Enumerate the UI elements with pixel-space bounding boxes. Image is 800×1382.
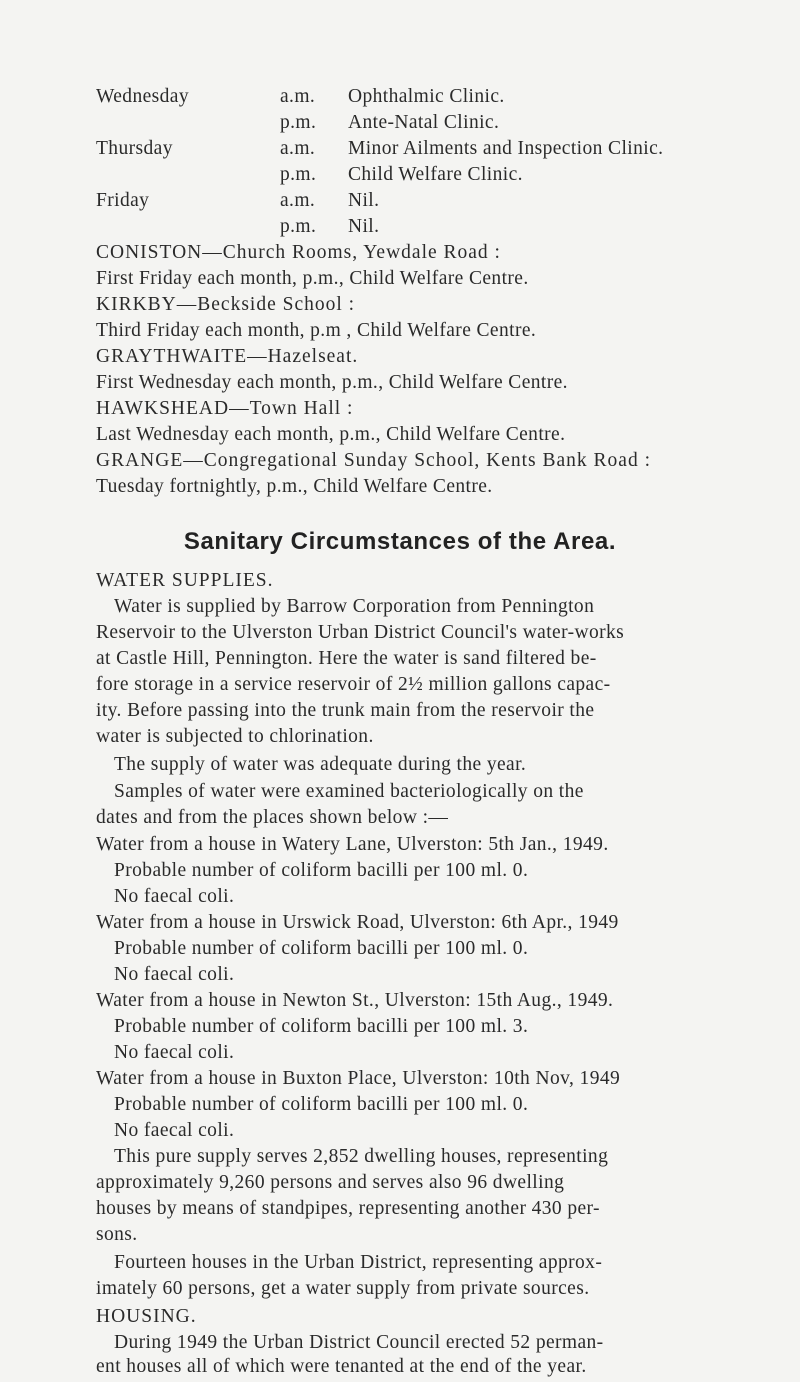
paragraph-line: ity. Before passing into the trunk main from the reservoir the: [96, 700, 595, 721]
schedule-day: Friday: [96, 190, 150, 211]
sample-result: Probable number of coliform bacilli per 100 ml. 0.: [114, 938, 529, 959]
schedule-row: [96, 214, 736, 240]
centre-name: GRAYTHWAITE—Hazelseat.: [96, 346, 359, 367]
paragraph-line: houses by means of standpipes, representing another 430 per-: [96, 1198, 600, 1219]
paragraph-line: Water is supplied by Barrow Corporation from Pennington: [114, 596, 595, 617]
schedule-time: p.m.: [280, 164, 317, 185]
schedule-day: Wednesday: [96, 86, 189, 107]
schedule-desc: Ante-Natal Clinic.: [348, 112, 500, 133]
paragraph-line: Reservoir to the Ulverston Urban District Council's water-works: [96, 622, 625, 643]
sample-result: No faecal coli.: [114, 1120, 235, 1141]
sample-source: Water from a house in Newton St., Ulverston: 15th Aug., 1949.: [96, 990, 614, 1011]
paragraph-line: sons.: [96, 1224, 138, 1245]
schedule-time: p.m.: [280, 112, 317, 133]
paragraph-line: Samples of water were examined bacteriologically on the: [114, 781, 584, 802]
centre-name: CONISTON—Church Rooms, Yewdale Road :: [96, 242, 501, 263]
sample-result: No faecal coli.: [114, 964, 235, 985]
schedule-row: [96, 136, 736, 162]
paragraph-line: ent houses all of which were tenanted at the end of the year.: [96, 1356, 587, 1377]
schedule-desc: Ophthalmic Clinic.: [348, 86, 505, 107]
paragraph-line: Fourteen houses in the Urban District, representing approx-: [114, 1252, 603, 1273]
sample-result: Probable number of coliform bacilli per 100 ml. 3.: [114, 1016, 529, 1037]
centre-schedule: First Friday each month, p.m., Child Welfare Centre.: [96, 268, 529, 289]
paragraph-line: The supply of water was adequate during the year.: [114, 754, 527, 775]
centre-schedule: Third Friday each month, p.m , Child Welfare Centre.: [96, 320, 537, 341]
paragraph-line: dates and from the places shown below :—: [96, 807, 449, 828]
schedule-row: [96, 84, 736, 110]
subsection-title: WATER SUPPLIES.: [96, 570, 274, 591]
paragraph-line: at Castle Hill, Pennington. Here the water is sand filtered be-: [96, 648, 597, 669]
schedule-time: a.m.: [280, 86, 316, 107]
sample-source: Water from a house in Urswick Road, Ulverston: 6th Apr., 1949: [96, 912, 619, 933]
schedule-desc: Nil.: [348, 190, 380, 211]
schedule-time: a.m.: [280, 138, 316, 159]
sample-source: Water from a house in Buxton Place, Ulverston: 10th Nov, 1949: [96, 1068, 621, 1089]
paragraph-line: approximately 9,260 persons and serves also 96 dwelling: [96, 1172, 565, 1193]
paragraph-line: This pure supply serves 2,852 dwelling houses, representing: [114, 1146, 609, 1167]
centre-name: GRANGE—Congregational Sunday School, Kents Bank Road :: [96, 450, 651, 471]
schedule-desc: Child Welfare Clinic.: [348, 164, 523, 185]
sample-source: Water from a house in Watery Lane, Ulverston: 5th Jan., 1949.: [96, 834, 609, 855]
schedule-desc: Minor Ailments and Inspection Clinic.: [348, 138, 664, 159]
centre-schedule: First Wednesday each month, p.m., Child Welfare Centre.: [96, 372, 568, 393]
paragraph-line: During 1949 the Urban District Council erected 52 perman-: [114, 1332, 604, 1353]
centre-schedule: Last Wednesday each month, p.m., Child Welfare Centre.: [96, 424, 566, 445]
schedule-day: Thursday: [96, 138, 173, 159]
section-heading: Sanitary Circumstances of the Area.: [183, 528, 617, 555]
centre-schedule: Tuesday fortnightly, p.m., Child Welfare Centre.: [96, 476, 493, 497]
subsection-title: HOUSING.: [96, 1306, 197, 1327]
schedule-row: [96, 162, 736, 188]
schedule-time: a.m.: [280, 190, 316, 211]
schedule-row: [96, 188, 736, 214]
centre-name: KIRKBY—Beckside School :: [96, 294, 356, 315]
paragraph-line: water is subjected to chlorination.: [96, 726, 374, 747]
sample-result: No faecal coli.: [114, 886, 235, 907]
centre-name: HAWKSHEAD—Town Hall :: [96, 398, 354, 419]
paragraph-line: fore storage in a service reservoir of 2½ million gallons capac-: [96, 674, 611, 695]
paragraph-line: imately 60 persons, get a water supply from private sources.: [96, 1278, 590, 1299]
schedule-row: [96, 110, 736, 136]
sample-result: Probable number of coliform bacilli per 100 ml. 0.: [114, 860, 529, 881]
schedule-desc: Nil.: [348, 216, 380, 237]
sample-result: Probable number of coliform bacilli per 100 ml. 0.: [114, 1094, 529, 1115]
schedule-time: p.m.: [280, 216, 317, 237]
sample-result: No faecal coli.: [114, 1042, 235, 1063]
